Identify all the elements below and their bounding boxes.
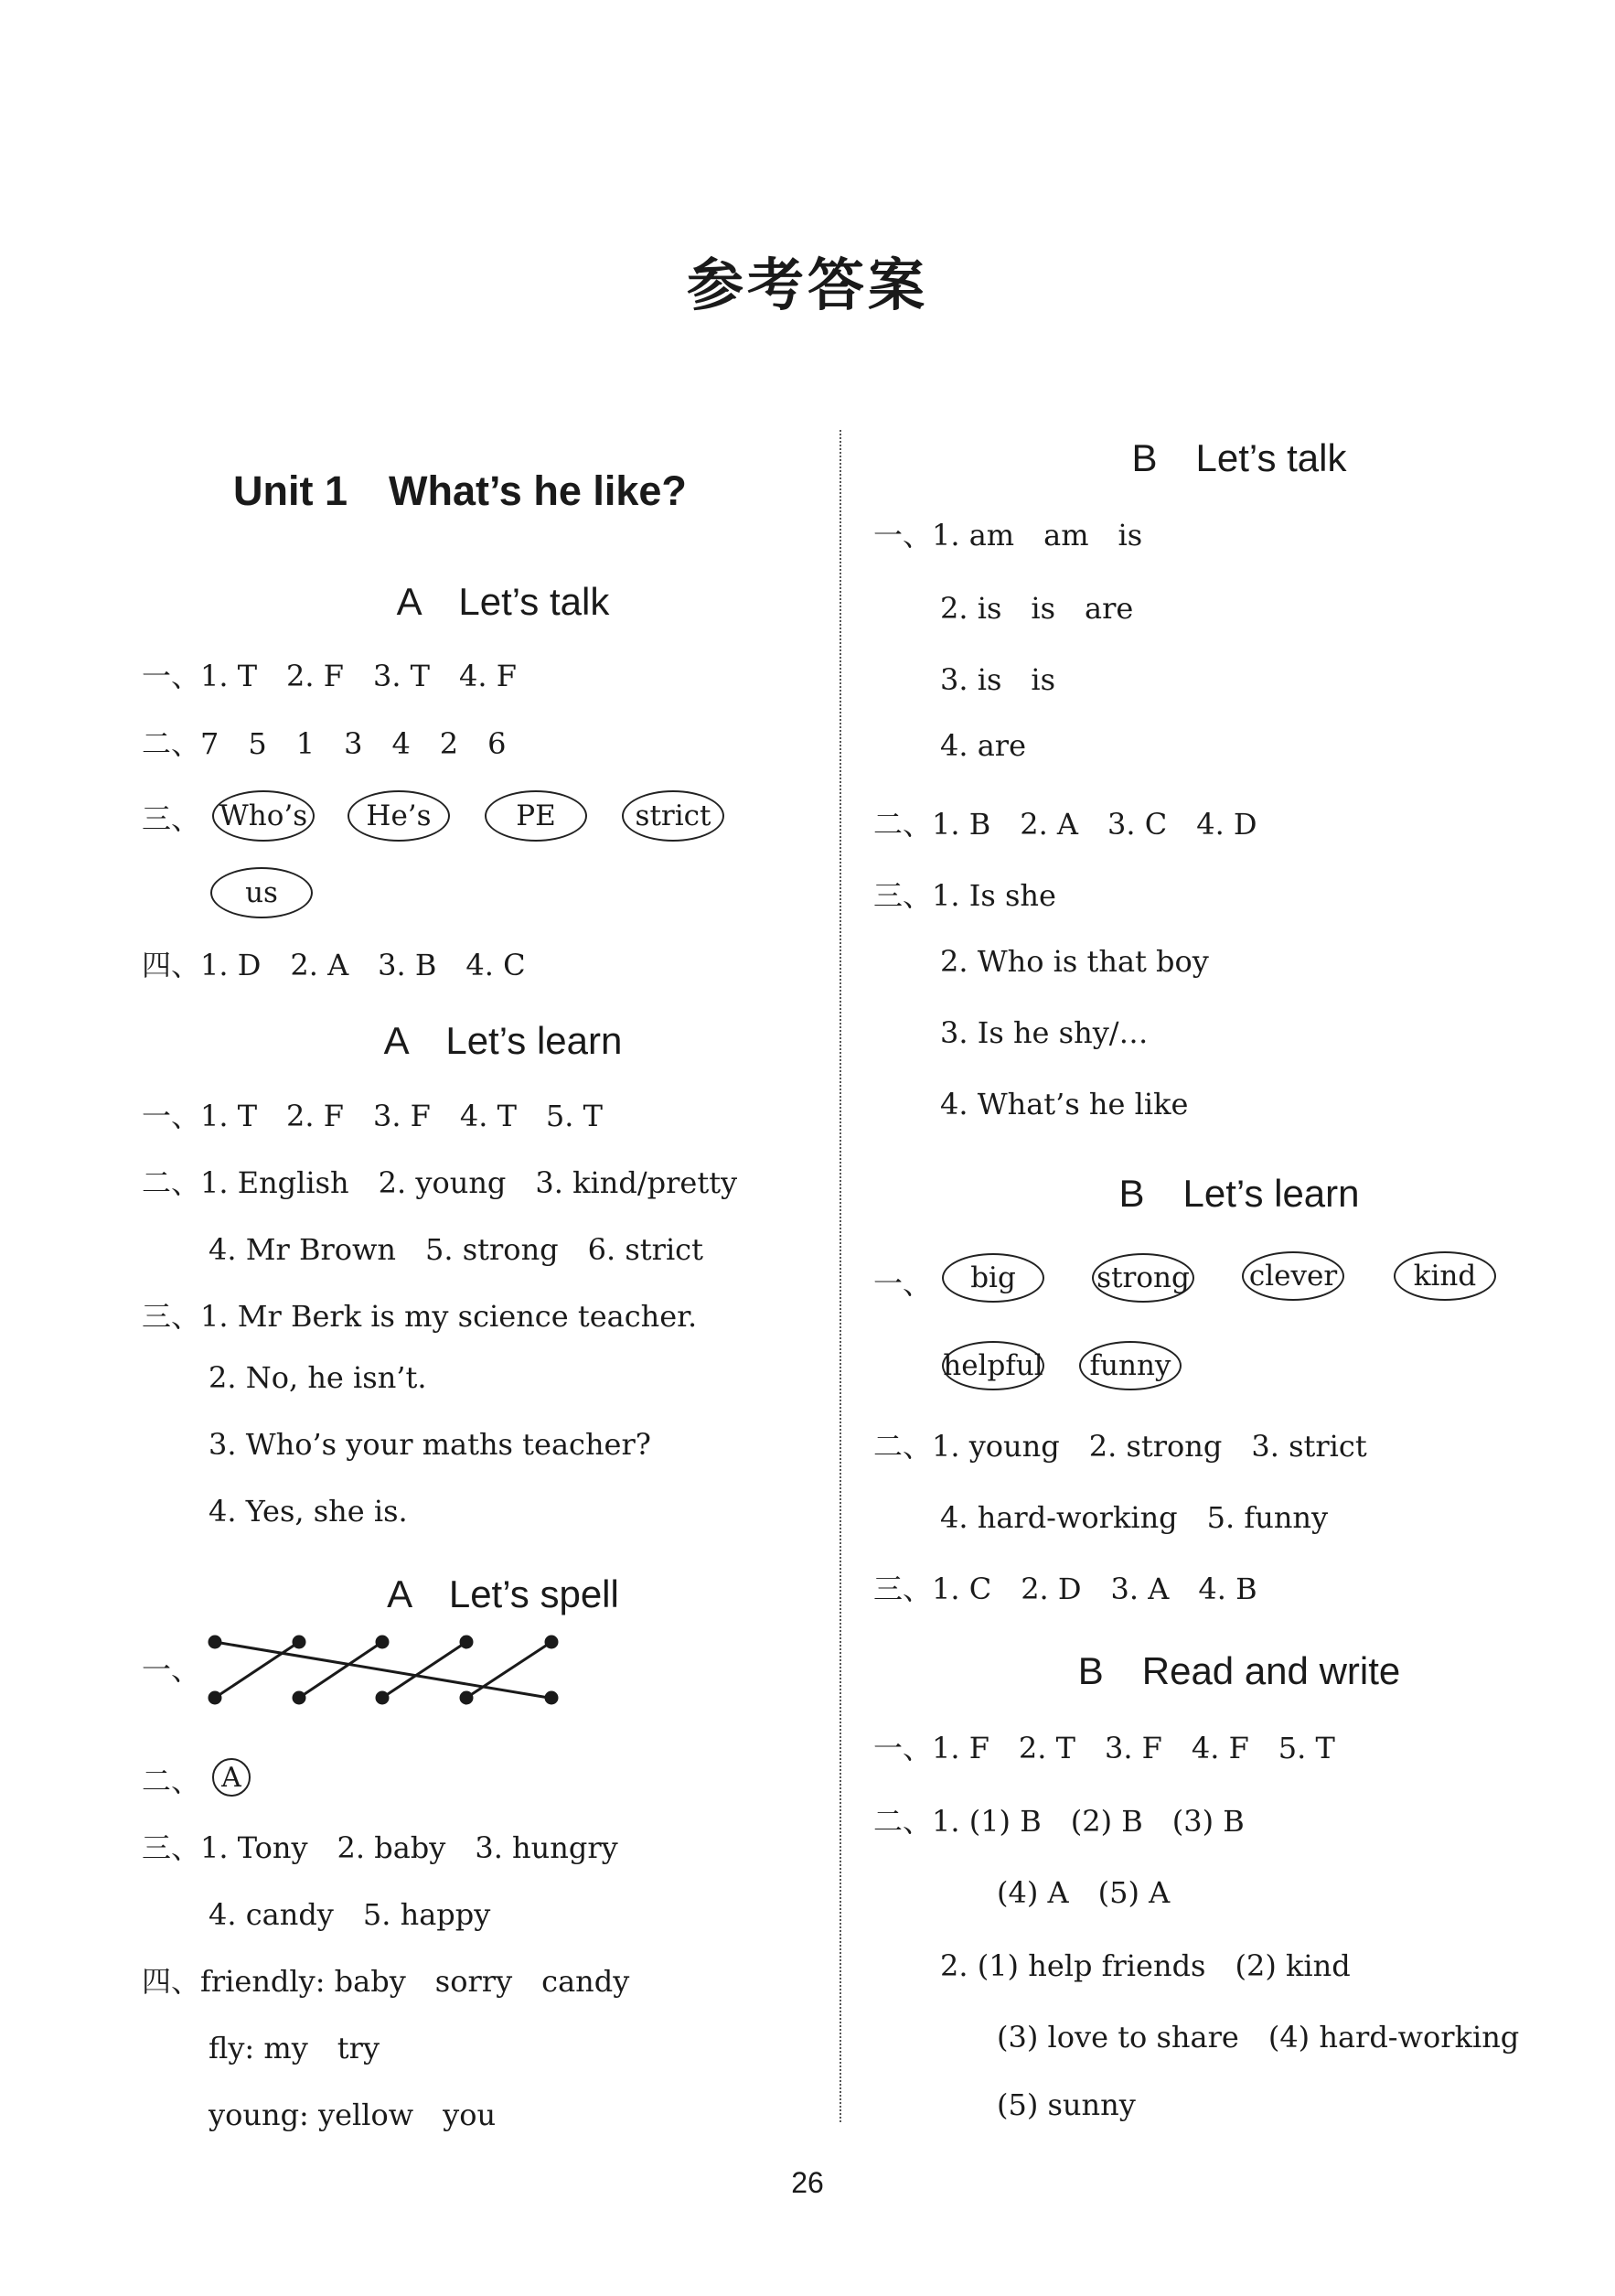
circled-word: He’s [348, 790, 450, 842]
circled-letter: A [212, 1758, 251, 1797]
answer-line: 3. Is he shy/… [940, 1015, 1149, 1050]
circled-word: PE [485, 790, 587, 842]
answer-line: 4. Yes, she is. [209, 1494, 408, 1529]
answer-line: 二、1. English 2. young 3. kind/pretty [142, 1165, 738, 1200]
answer-line: 4. hard-working 5. funny [940, 1500, 1329, 1535]
circled-word: strong [1092, 1253, 1194, 1303]
page-number: 26 [791, 2166, 824, 2199]
answer-line: 4. are [940, 728, 1027, 763]
answer-line: fly: my try [209, 2031, 380, 2065]
answer-line: 4. What’s he like [940, 1087, 1189, 1121]
matching-lines-diagram [201, 1628, 567, 1711]
section-heading-a-lets-learn: A Let’s learn [383, 1019, 623, 1062]
answer-line-prefix: 三、 [142, 801, 201, 836]
answer-line: 四、1. D 2. A 3. B 4. C [142, 948, 526, 982]
answer-line: 3. is is [940, 662, 1056, 697]
page-title: 参考答案 [686, 252, 928, 318]
answer-line: 2. No, he isn’t. [209, 1360, 427, 1395]
answer-line: 4. candy 5. happy [209, 1897, 491, 1932]
answer-line-prefix: 一、 [873, 1266, 933, 1301]
answer-line: 三、1. C 2. D 3. A 4. B [873, 1572, 1257, 1606]
unit-title: Unit 1 What’s he like? [233, 467, 687, 514]
answer-line: 一、1. F 2. T 3. F 4. F 5. T [873, 1731, 1335, 1765]
answer-line: 2. (1) help friends (2) kind [940, 1948, 1351, 1983]
answer-line: 2. is is are [940, 591, 1134, 626]
answer-line: 一、1. T 2. F 3. F 4. T 5. T [142, 1099, 603, 1133]
answer-line: 二、1. B 2. A 3. C 4. D [873, 807, 1257, 842]
circled-word: funny [1079, 1341, 1182, 1390]
section-heading-a-lets-talk: A Let’s talk [396, 580, 610, 623]
answer-line: (4) A (5) A [997, 1875, 1171, 1910]
circled-word: helpful [942, 1341, 1044, 1390]
section-heading-b-lets-talk: B Let’s talk [1131, 436, 1347, 479]
section-heading-a-lets-spell: A Let’s spell [387, 1572, 619, 1615]
circled-word: kind [1394, 1251, 1496, 1301]
answer-line: 2. Who is that boy [940, 944, 1209, 979]
answer-line: 一、1. T 2. F 3. T 4. F [142, 659, 517, 693]
answer-line: 四、friendly: baby sorry candy [142, 1964, 630, 1999]
answer-line: 二、1. young 2. strong 3. strict [873, 1429, 1367, 1464]
circled-word: clever [1242, 1251, 1344, 1301]
circled-word: strict [622, 790, 724, 842]
answer-line-prefix: 一、 [142, 1652, 201, 1687]
circled-word: us [210, 867, 313, 918]
answer-line: 三、1. Mr Berk is my science teacher. [142, 1299, 698, 1334]
section-heading-b-lets-learn: B Let’s learn [1118, 1172, 1360, 1215]
answer-line: 三、1. Tony 2. baby 3. hungry [142, 1830, 618, 1865]
answer-line: 二、1. (1) B (2) B (3) B [873, 1804, 1245, 1839]
circled-word: big [942, 1253, 1044, 1303]
answer-line: (5) sunny [997, 2087, 1136, 2122]
answer-line: 三、1. Is she [873, 878, 1056, 913]
circled-word: Who’s [212, 790, 315, 842]
section-heading-b-read-and-write: B Read and write [1077, 1649, 1401, 1692]
answer-line: (3) love to share (4) hard-working [997, 2020, 1520, 2055]
answer-line: 二、7 5 1 3 4 2 6 [142, 726, 507, 761]
column-divider [840, 430, 841, 2122]
answer-line: young: yellow you [209, 2098, 497, 2132]
answer-line: 一、1. am am is [873, 518, 1143, 553]
answer-line: 3. Who’s your maths teacher? [209, 1427, 651, 1462]
answer-line: 4. Mr Brown 5. strong 6. strict [209, 1232, 703, 1267]
answer-line-prefix: 二、 [142, 1764, 201, 1798]
